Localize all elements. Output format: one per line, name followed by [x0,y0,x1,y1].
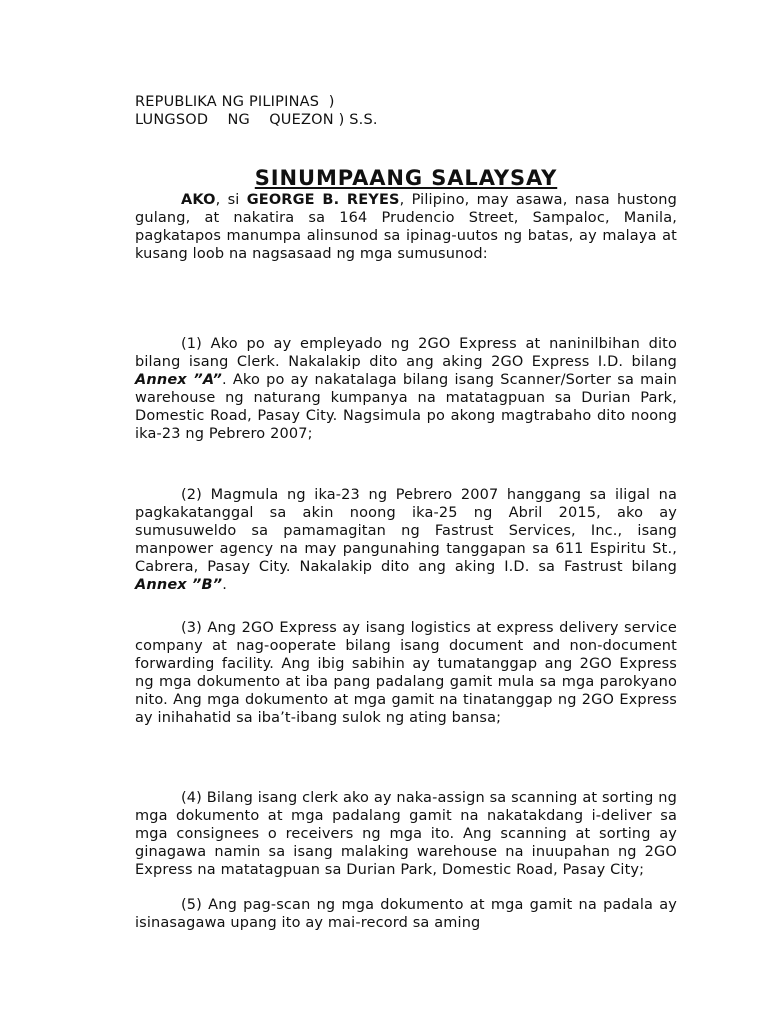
intro-si: , si [215,192,247,208]
annex-a-label: Annex ”A” [135,372,222,389]
p3-text: (3) Ang 2GO Express ay isang logistics at express delivery service company at nag-ooperate bilang isang document and non-document forwarding facility. Ang ibig sabihin ay tumatanggap ang 2GO Express ng mga dokumento at iba pang padalang gamit mula sa mga parokyano nito. Ang mga dokumento at mga gamit na tinatanggap ng 2GO Express ay inihahatid sa iba’t-ibang sulok ng ating bansa; [135,620,677,727]
annex-b-label: Annex ”B” [135,577,223,594]
paragraph-2 [135,486,677,595]
paragraph-5 [135,896,677,932]
p5-text: (5) Ang pag-scan ng mga dokumento at mga gamit na padala ay isinasagawa upang ito ay mai-record sa aming [135,897,677,932]
p1-text-a: (1) Ako po ay empleyado ng 2GO Express at naninilbihan dito bilang isang Clerk. Nakalakip dito ang aking 2GO Express I.D. bilang [135,336,677,371]
header-line-1: REPUBLIKA NG PILIPINAS ) [135,94,335,110]
paragraph-1 [135,335,677,444]
intro-ako: AKO [181,192,216,208]
venue-header [135,93,378,129]
paragraph-3 [135,619,677,728]
p2-text-b: . [222,577,227,594]
document-title: SINUMPAANG SALAYSAY [254,166,558,190]
header-line-2: LUNGSOD NG QUEZON ) S.S. [135,112,378,128]
p1-text-b: . Ako po ay nakatalaga bilang isang Scanner/Sorter sa main warehouse ng naturang kumpanya na matatagpuan sa Durian Park, Domestic Road, Pasay City. Nagsimula po akong magtrabaho dito noong ika-23 ng Pebrero 2007; [135,372,677,443]
affiant-name: GEORGE B. REYES [246,192,400,208]
intro-paragraph [135,191,677,263]
p2-text-a: (2) Magmula ng ika-23 ng Pebrero 2007 hanggang sa iligal na pagkakatanggal sa akin noong ika-25 ng Abril 2015, ako ay sumusuweldo sa pamamagitan ng Fastrust Services, Inc., isang manpower agency na may pangunahing tanggapan sa 611 Espiritu St., Cabrera, Pasay City. Nakalakip dito ang aking I.D. sa Fastrust bilang [135,487,677,576]
paragraph-4 [135,789,677,879]
intro-rest: , Pilipino, may asawa, nasa hustong gulang, at nakatira sa 164 Prudencio Street, Sampaloc, Manila, pagkatapos manumpa alinsunod sa ipinag-uutos ng batas, ay malaya at kusang loob na nagsasaad ng mga sumusunod: [135,192,677,263]
p4-text: (4) Bilang isang clerk ako ay naka-assign sa scanning at sorting ng mga dokumento at mga padalang gamit na nakatakdang i-deliver sa mga consignees o receivers ng mga ito. Ang scanning at sorting ay ginagawa namin sa isang malaking warehouse na inuupahan ng 2GO Express na matatagpuan sa Durian Park, Domestic Road, Pasay City; [135,790,677,879]
